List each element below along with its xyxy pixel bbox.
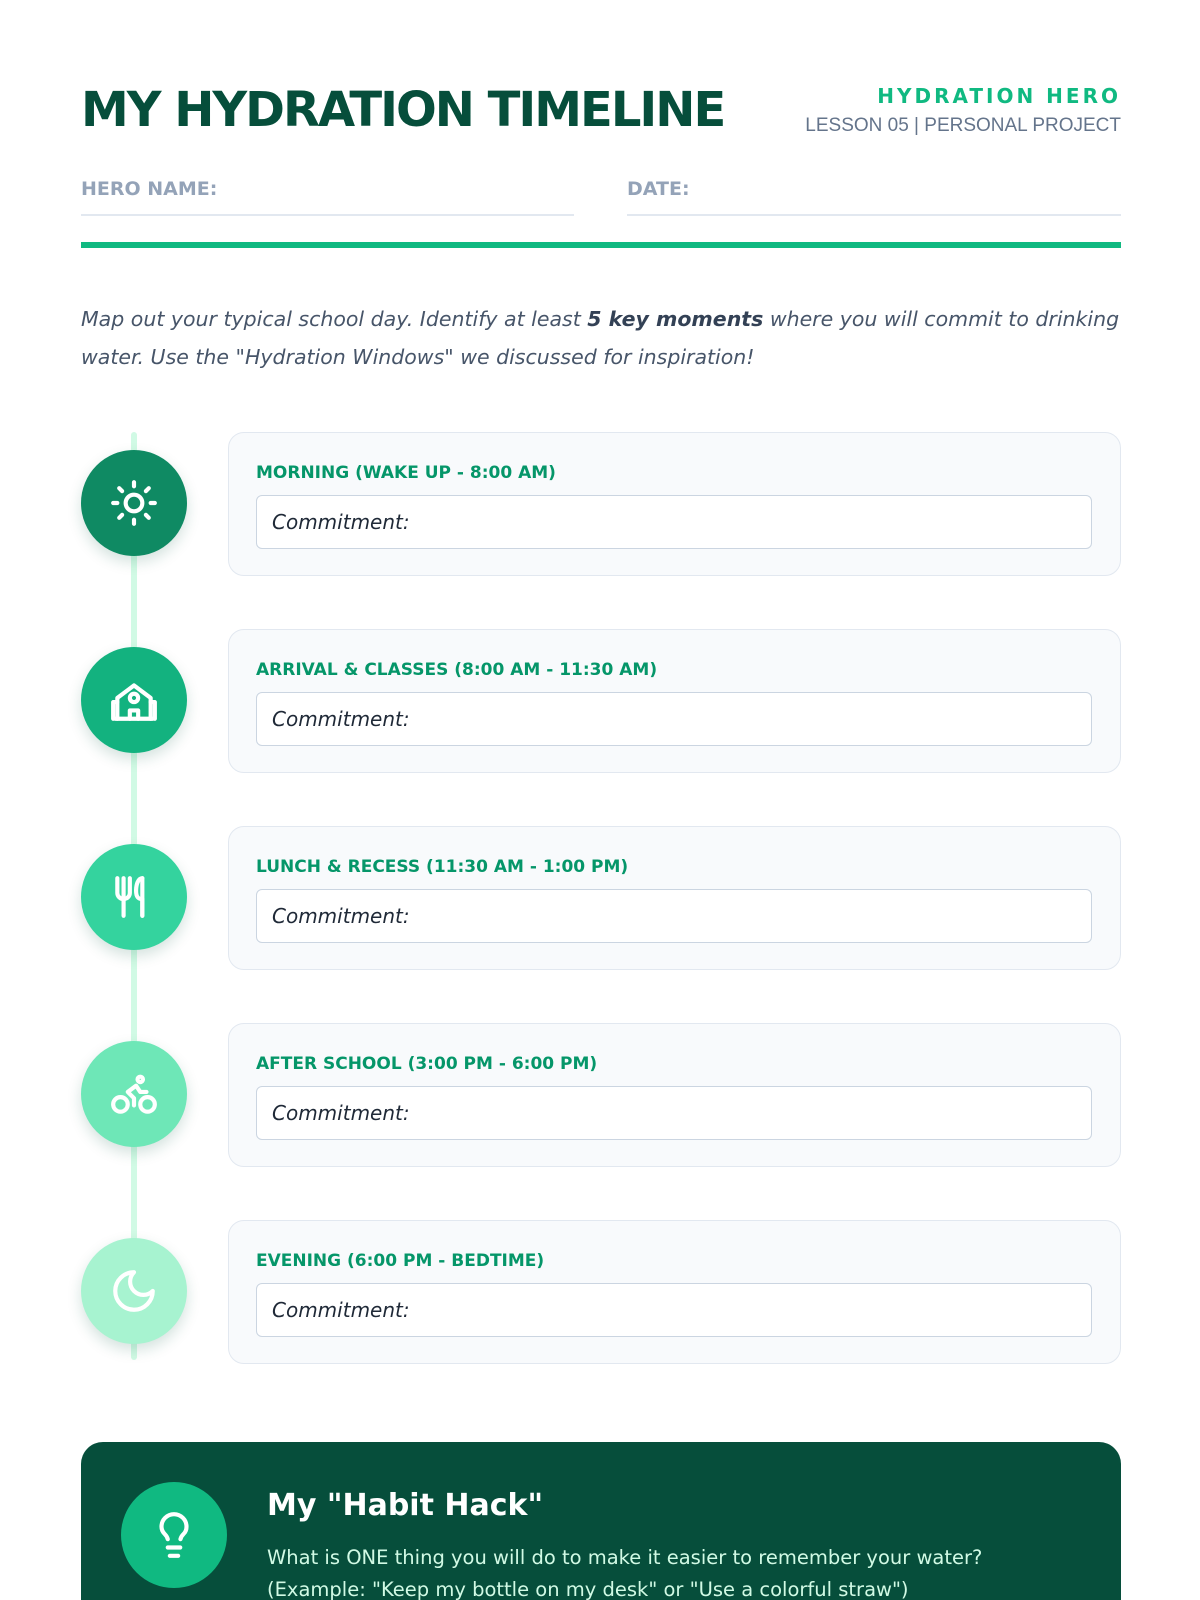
step-label: MORNING (WAKE UP - 8:00 AM) [256, 463, 556, 483]
date-field[interactable] [627, 172, 1121, 216]
commitment-input[interactable]: Commitment: [256, 692, 1092, 746]
page-title: MY HYDRATION TIMELINE [81, 82, 725, 138]
step-label: LUNCH & RECESS (11:30 AM - 1:00 PM) [256, 857, 629, 877]
school-icon [109, 675, 159, 725]
worksheet-page [81, 0, 1121, 1600]
step-card [228, 1023, 1121, 1167]
instructions-emphasis: 5 key moments [587, 307, 764, 331]
habit-hack-panel [81, 1442, 1121, 1600]
step-icon-circle [81, 450, 187, 556]
commitment-input[interactable]: Commitment: [256, 889, 1092, 943]
brand-block [805, 82, 1121, 140]
timeline-step-morning [81, 432, 1121, 576]
header-divider [81, 242, 1121, 248]
commitment-input[interactable]: Commitment: [256, 1086, 1092, 1140]
step-card [228, 1220, 1121, 1364]
step-label: EVENING (6:00 PM - BEDTIME) [256, 1251, 545, 1271]
step-card [228, 629, 1121, 773]
instructions [81, 300, 1121, 376]
step-icon-circle [81, 647, 187, 753]
brand-name: HYDRATION HERO [877, 84, 1121, 108]
lesson-subtitle: LESSON 05 | PERSONAL PROJECT [805, 115, 1121, 136]
timeline-step-evening [81, 1220, 1121, 1364]
step-card [228, 826, 1121, 970]
instructions-text-start: Map out your typical school day. Identify at least [81, 307, 588, 331]
step-label: AFTER SCHOOL (3:00 PM - 6:00 PM) [256, 1054, 598, 1074]
habit-hack-icon-circle [121, 1482, 227, 1588]
instructions-text-end: where you will commit to drinking water. Use the "Hydration Windows" we discussed for inspiration! [81, 307, 1120, 369]
date-label: DATE: [627, 178, 690, 200]
sun-icon [109, 478, 159, 528]
hero-name-field[interactable] [81, 172, 574, 216]
step-icon-circle [81, 844, 187, 950]
commitment-input[interactable]: Commitment: [256, 1283, 1092, 1337]
timeline-step-lunch [81, 826, 1121, 970]
habit-hack-title: My "Habit Hack" [267, 1488, 544, 1523]
habit-hack-prompt: What is ONE thing you will do to make it easier to remember your water? (Example: "Keep my bottle on my desk" or "Use a colorful straw") [267, 1546, 983, 1600]
utensils-icon [109, 872, 159, 922]
lightbulb-icon [149, 1510, 199, 1560]
hero-name-label: HERO NAME: [81, 178, 218, 200]
commitment-input[interactable]: Commitment: [256, 495, 1092, 549]
bicycle-icon [109, 1069, 159, 1119]
step-icon-circle [81, 1041, 187, 1147]
timeline-step-arrival [81, 629, 1121, 773]
step-card [228, 432, 1121, 576]
step-icon-circle [81, 1238, 187, 1344]
timeline-step-after-school [81, 1023, 1121, 1167]
moon-icon [109, 1266, 159, 1316]
step-label: ARRIVAL & CLASSES (8:00 AM - 11:30 AM) [256, 660, 658, 680]
